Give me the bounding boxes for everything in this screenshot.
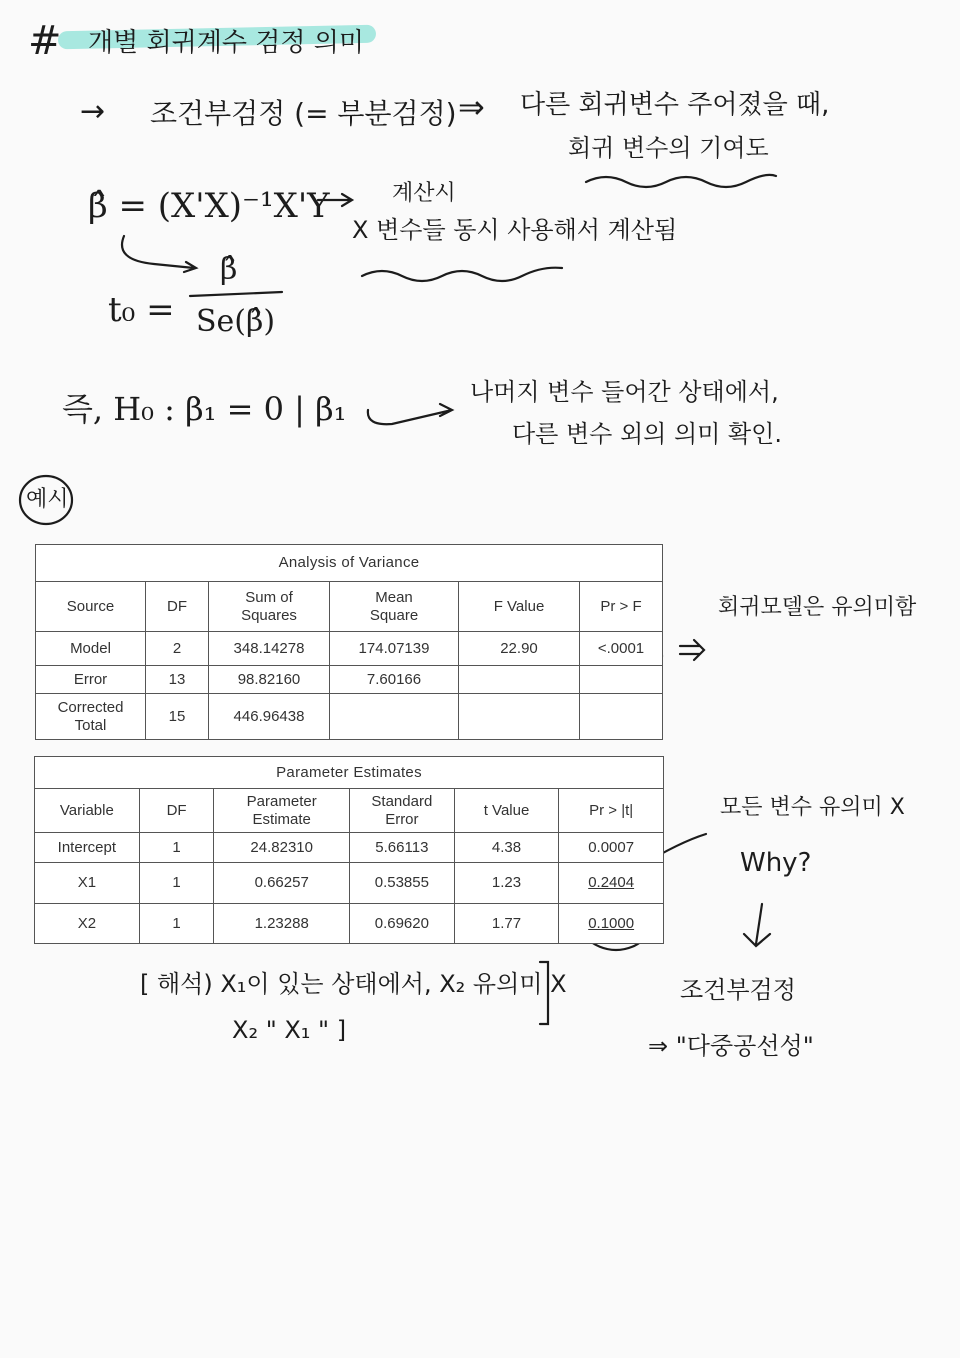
cell: Error <box>36 666 146 694</box>
example-label: 예시 <box>26 487 69 512</box>
anova-header: F Value <box>459 582 580 632</box>
cell: 1 <box>139 833 214 863</box>
fraction-bar <box>190 292 282 296</box>
table-row <box>35 863 664 904</box>
cell <box>459 666 580 694</box>
cell: 13 <box>146 666 209 694</box>
params-header: DF <box>139 789 214 833</box>
cell: 24.82310 <box>214 833 350 863</box>
cell: 15 <box>146 694 209 740</box>
table-row <box>35 833 664 863</box>
hypothesis-note-2: 다른 변수 외의 의미 확인. <box>512 420 782 448</box>
params-header: Parameter Estimate <box>214 789 350 833</box>
anova-note: 회귀모델은 유의미함 <box>718 595 917 620</box>
table-row <box>35 904 664 944</box>
cell: 0.69620 <box>349 904 454 944</box>
interpretation-1: [ 해석) X₁이 있는 상태에서, X₂ 유의미 X <box>140 970 567 998</box>
cell: 22.90 <box>459 632 580 666</box>
cell: 2 <box>146 632 209 666</box>
note-contribution: 회귀 변수의 기여도 <box>568 134 769 162</box>
anova-header: Pr > F <box>580 582 663 632</box>
arrow-hypothesis <box>368 404 452 424</box>
arrow-1: → <box>80 94 106 129</box>
cell: Model <box>36 632 146 666</box>
cell: X1 <box>35 863 140 904</box>
parameter-table <box>34 756 664 944</box>
cell: Intercept <box>35 833 140 863</box>
anova-header: Source <box>36 582 146 632</box>
arrow-down <box>744 904 770 946</box>
cell: 446.96438 <box>209 694 330 740</box>
cell: 348.14278 <box>209 632 330 666</box>
cell: 4.38 <box>454 833 559 863</box>
params-header: Standard Error <box>349 789 454 833</box>
anova-header: DF <box>146 582 209 632</box>
cell: 1 <box>139 863 214 904</box>
cell: 7.60166 <box>330 666 459 694</box>
t-stat-numerator: β̂ <box>220 252 238 287</box>
hypothesis-note-1: 나머지 변수 들어간 상태에서, <box>470 378 779 406</box>
cell: 1.23 <box>454 863 559 904</box>
note-given-others: 다른 회귀변수 주어졌을 때, <box>520 90 830 120</box>
hash-mark: # <box>28 18 62 64</box>
cell <box>580 666 663 694</box>
t-stat-lhs: t₀ = <box>108 290 175 330</box>
cell: 0.2404 <box>559 863 664 904</box>
cond-note-2: ⇒ "다중공선성" <box>648 1032 814 1060</box>
params-caption: Parameter Estimates <box>35 757 664 789</box>
underline-wavy-1 <box>586 175 776 187</box>
underline-wavy-2 <box>362 268 562 281</box>
anova-table <box>35 544 663 740</box>
params-header: Variable <box>35 789 140 833</box>
implies-1: ⇒ <box>458 88 485 126</box>
params-note-1: 모든 변수 유의미 X <box>720 795 905 820</box>
beta-formula: β̂ = (X'X)⁻¹X'Y <box>88 186 330 226</box>
cell: 0.1000 <box>559 904 664 944</box>
cell: Corrected Total <box>36 694 146 740</box>
cell <box>580 694 663 740</box>
hypothesis: 즉, H₀ : β₁ = 0 | β₁ <box>62 390 347 428</box>
cond-note-1: 조건부검정 <box>680 976 796 1004</box>
table-row <box>36 632 663 666</box>
interpretation-2: X₂ " X₁ " ] <box>232 1016 347 1044</box>
calc-note-2: X 변수들 동시 사용해서 계산됨 <box>352 216 678 244</box>
cell <box>459 694 580 740</box>
anova-caption: Analysis of Variance <box>36 545 663 582</box>
example-circle <box>20 476 72 524</box>
cell: 5.66113 <box>349 833 454 863</box>
note-conditional-test: 조건부검정 (= 부분검정) <box>150 97 457 130</box>
page-title: 개별 회귀계수 검정 의미 <box>88 28 364 58</box>
anova-header: Mean Square <box>330 582 459 632</box>
cell: <.0001 <box>580 632 663 666</box>
anova-header: Sum of Squares <box>209 582 330 632</box>
arrow-formula <box>318 194 352 206</box>
cell: 0.0007 <box>559 833 664 863</box>
curve-beta-to-t <box>122 236 196 272</box>
cell: X2 <box>35 904 140 944</box>
t-stat-denominator: Se(β̂) <box>196 304 276 339</box>
cell: 1.23288 <box>214 904 350 944</box>
cell: 0.66257 <box>214 863 350 904</box>
cell: 0.53855 <box>349 863 454 904</box>
cell <box>330 694 459 740</box>
bracket-right <box>540 962 548 1024</box>
cell: 174.07139 <box>330 632 459 666</box>
calc-note-1: 계산시 <box>392 181 456 206</box>
table-row <box>36 666 663 694</box>
params-header: Pr > |t| <box>559 789 664 833</box>
params-note-2: Why? <box>740 848 812 878</box>
table-row <box>36 694 663 740</box>
cell: 1.77 <box>454 904 559 944</box>
params-header: t Value <box>454 789 559 833</box>
arrow-anova-note <box>680 640 704 660</box>
cell: 1 <box>139 904 214 944</box>
cell: 98.82160 <box>209 666 330 694</box>
